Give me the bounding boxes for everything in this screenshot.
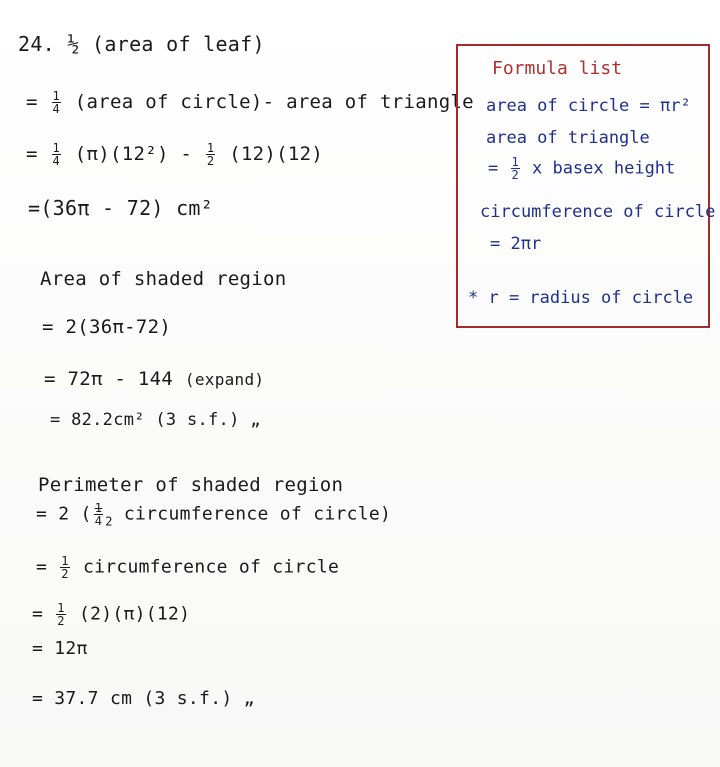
fraction-crossed-quarter: $\frac{1}{4}$ bbox=[94, 501, 103, 528]
expand-note: (expand) bbox=[184, 370, 265, 389]
area-step-double: = 2(36π-72) bbox=[42, 316, 172, 338]
question-expression: ½ (area of leaf) bbox=[67, 32, 265, 56]
fraction-one-quarter: $\frac{1}{4}$ bbox=[52, 141, 61, 168]
fraction-one-half: $\frac{1}{2}$ bbox=[206, 141, 215, 168]
perimeter-step-simplified: = 12π bbox=[32, 638, 88, 659]
fraction-replacement-denominator: 2 bbox=[105, 514, 113, 529]
fraction-one-half: $\frac{1}{2}$ bbox=[511, 155, 519, 182]
fraction-one-quarter: $\frac{1}{4}$ bbox=[52, 89, 61, 116]
radius-note: * r = radius of circle bbox=[468, 288, 694, 308]
fraction-one-half: $\frac{1}{2}$ bbox=[61, 554, 69, 581]
triangle-area-label: area of triangle bbox=[486, 128, 650, 148]
question-number: 24. bbox=[18, 32, 56, 56]
question-line bbox=[18, 34, 265, 54]
circumference-formula: = 2πr bbox=[490, 234, 542, 254]
perimeter-step-quarter: = 2 ( $\frac{1}{4}$ $_2$ circumference of circle) bbox=[36, 501, 392, 529]
shaded-area-heading: Area of shaded region bbox=[40, 268, 287, 290]
circle-area-formula: area of circle = πr² bbox=[486, 96, 691, 116]
triangle-area-formula: = $\frac{1}{2}$ x basex height bbox=[488, 155, 676, 182]
perimeter-step-substitution: = $\frac{1}{2}$ (2)(π)(12) bbox=[32, 601, 191, 628]
circumference-label: circumference of circle bbox=[480, 202, 716, 222]
perimeter-heading: Perimeter of shaded region bbox=[38, 474, 344, 496]
formula-list-title: Formula list bbox=[492, 58, 623, 79]
step-leaf-result: =(36π - 72) cm² bbox=[28, 196, 214, 220]
area-step-expand: = 72π - 144 (expand) bbox=[44, 368, 265, 390]
area-result: = 82.2cm² (3 s.f.) „ bbox=[50, 410, 261, 430]
step-area-of-leaf: = $\frac{1}{4}$ (area of circle)- area of triangle bbox=[26, 89, 474, 116]
answer-mark: „ bbox=[250, 410, 261, 430]
formula-list-box bbox=[456, 44, 716, 328]
step-substitution: = $\frac{1}{4}$ (π)(12²) - $\frac{1}{2}$ (12)(12) bbox=[26, 141, 324, 168]
perimeter-result: = 37.7 cm (3 s.f.) „ bbox=[32, 688, 255, 709]
perimeter-step-half: = $\frac{1}{2}$ circumference of circle bbox=[36, 554, 340, 581]
answer-mark: „ bbox=[243, 688, 255, 709]
fraction-one-half: $\frac{1}{2}$ bbox=[57, 601, 65, 628]
